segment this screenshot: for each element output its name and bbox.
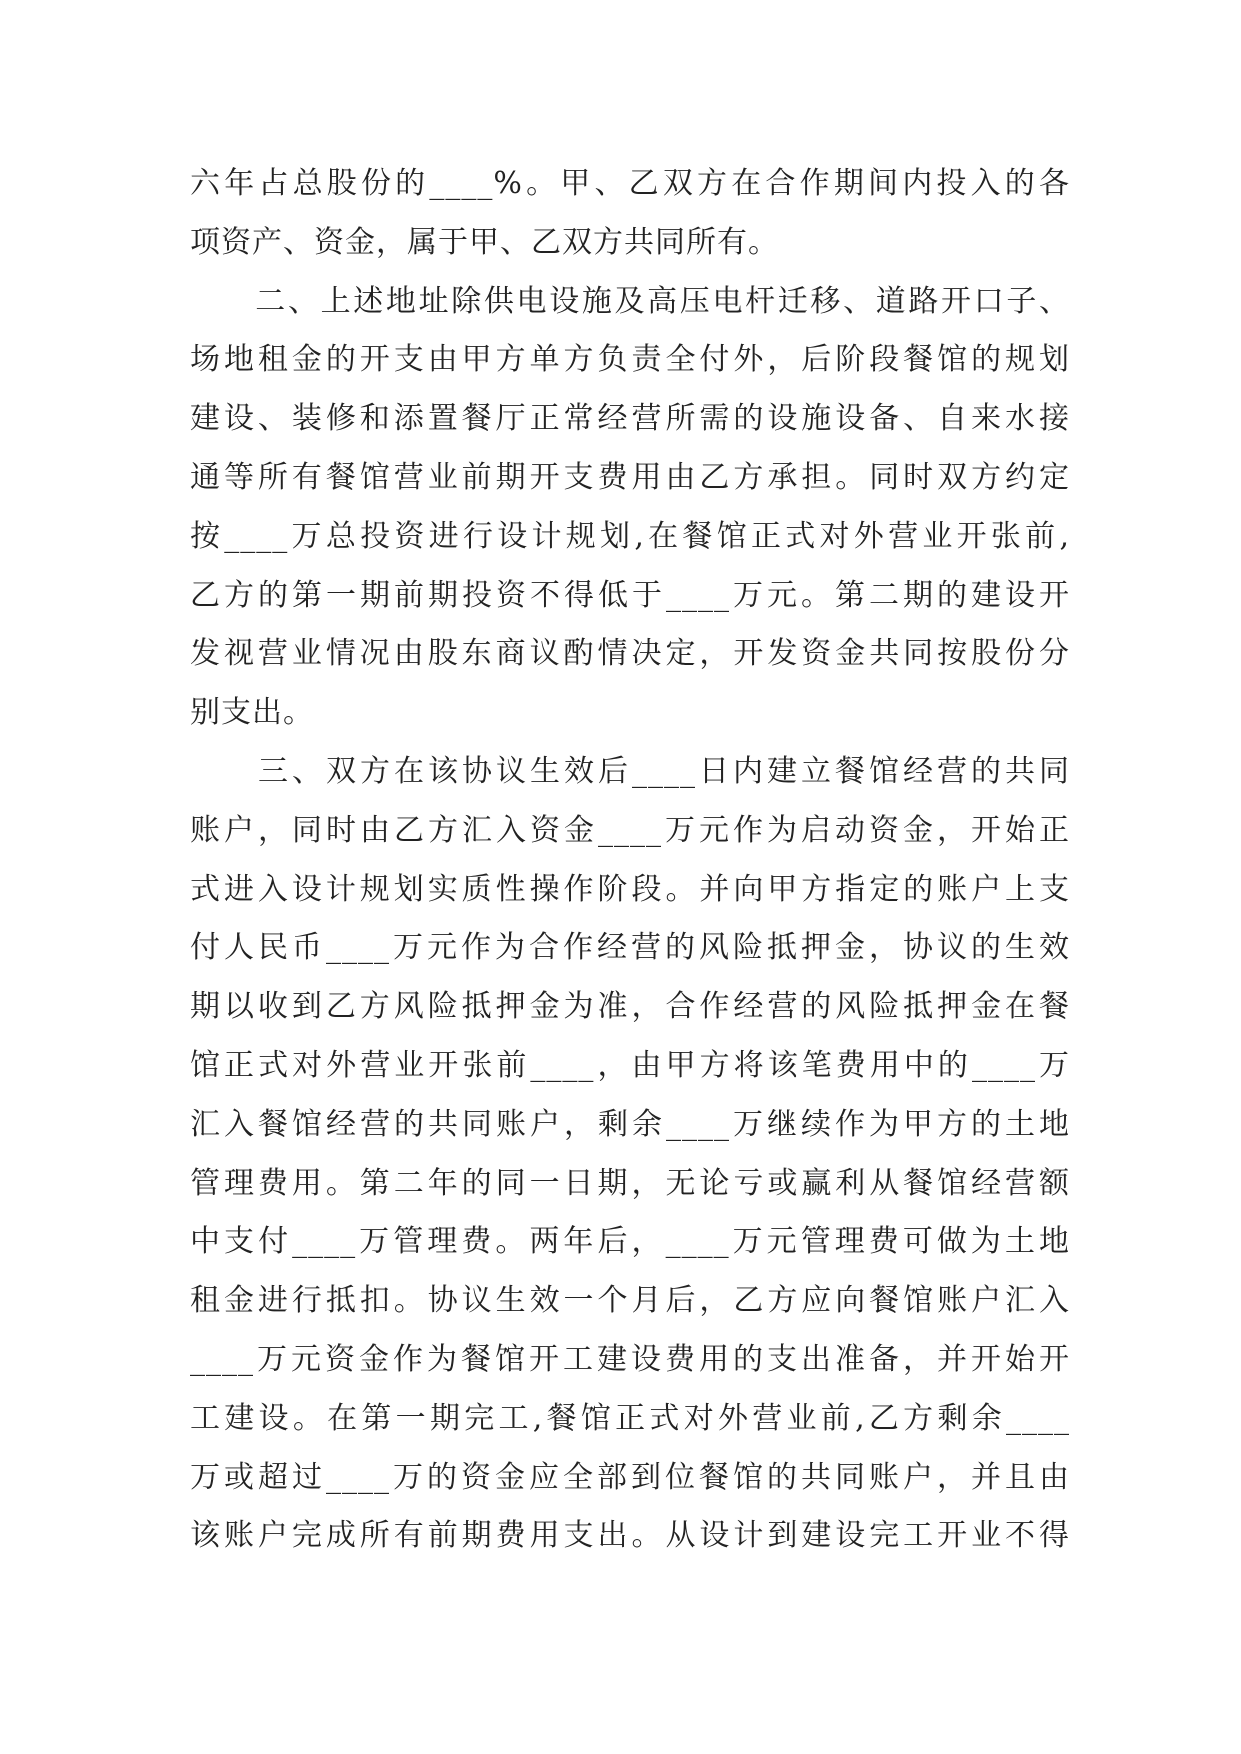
text-line: 场地租金的开支由甲方单方负责全付外，后阶段餐馆的规划 bbox=[190, 342, 1070, 378]
text-line: 工建设。在第一期完工,餐馆正式对外营业前,乙方剩余____ bbox=[190, 1400, 1070, 1436]
text-line: 馆正式对外营业开张前____，由甲方将该笔费用中的____万 bbox=[190, 1047, 1070, 1083]
text-line: 中支付____万管理费。两年后，____万元管理费可做为土地 bbox=[190, 1224, 1070, 1260]
text-line: 二、上述地址除供电设施及高压电杆迁移、道路开口子、 bbox=[190, 283, 1070, 319]
text-line: 三、双方在该协议生效后____日内建立餐馆经营的共同 bbox=[190, 753, 1070, 789]
text-line: 万或超过____万的资金应全部到位餐馆的共同账户，并且由 bbox=[190, 1459, 1070, 1495]
text-line: ____万元资金作为餐馆开工建设费用的支出准备，并开始开 bbox=[190, 1341, 1070, 1377]
text-line: 账户，同时由乙方汇入资金____万元作为启动资金，开始正 bbox=[190, 812, 1070, 848]
text-line: 建设、装修和添置餐厅正常经营所需的设施设备、自来水接 bbox=[190, 401, 1070, 437]
text-line: 项资产、资金，属于甲、乙双方共同所有。 bbox=[190, 224, 779, 260]
text-line: 通等所有餐馆营业前期开支费用由乙方承担。同时双方约定 bbox=[190, 459, 1070, 495]
text-line: 按____万总投资进行设计规划,在餐馆正式对外营业开张前, bbox=[190, 518, 1070, 554]
text-line: 管理费用。第二年的同一日期，无论亏或赢利从餐馆经营额 bbox=[190, 1165, 1070, 1201]
text-line: 乙方的第一期前期投资不得低于____万元。第二期的建设开 bbox=[190, 577, 1070, 613]
text-line: 式进入设计规划实质性操作阶段。并向甲方指定的账户上支 bbox=[190, 871, 1070, 907]
text-line: 租金进行抵扣。协议生效一个月后，乙方应向餐馆账户汇入 bbox=[190, 1283, 1070, 1319]
text-line: 该账户完成所有前期费用支出。从设计到建设完工开业不得 bbox=[190, 1518, 1070, 1554]
text-line: 别支出。 bbox=[190, 695, 314, 731]
text-line: 汇入餐馆经营的共同账户，剩余____万继续作为甲方的土地 bbox=[190, 1106, 1070, 1142]
text-line: 期以收到乙方风险抵押金为准，合作经营的风险抵押金在餐 bbox=[190, 989, 1070, 1025]
text-line: 六年占总股份的____%。甲、乙双方在合作期间内投入的各 bbox=[190, 166, 1070, 201]
text-line: 付人民币____万元作为合作经营的风险抵押金，协议的生效 bbox=[190, 930, 1070, 966]
text-line: 发视营业情况由股东商议酌情决定，开发资金共同按股份分 bbox=[190, 636, 1070, 672]
document-body bbox=[190, 155, 1070, 1566]
